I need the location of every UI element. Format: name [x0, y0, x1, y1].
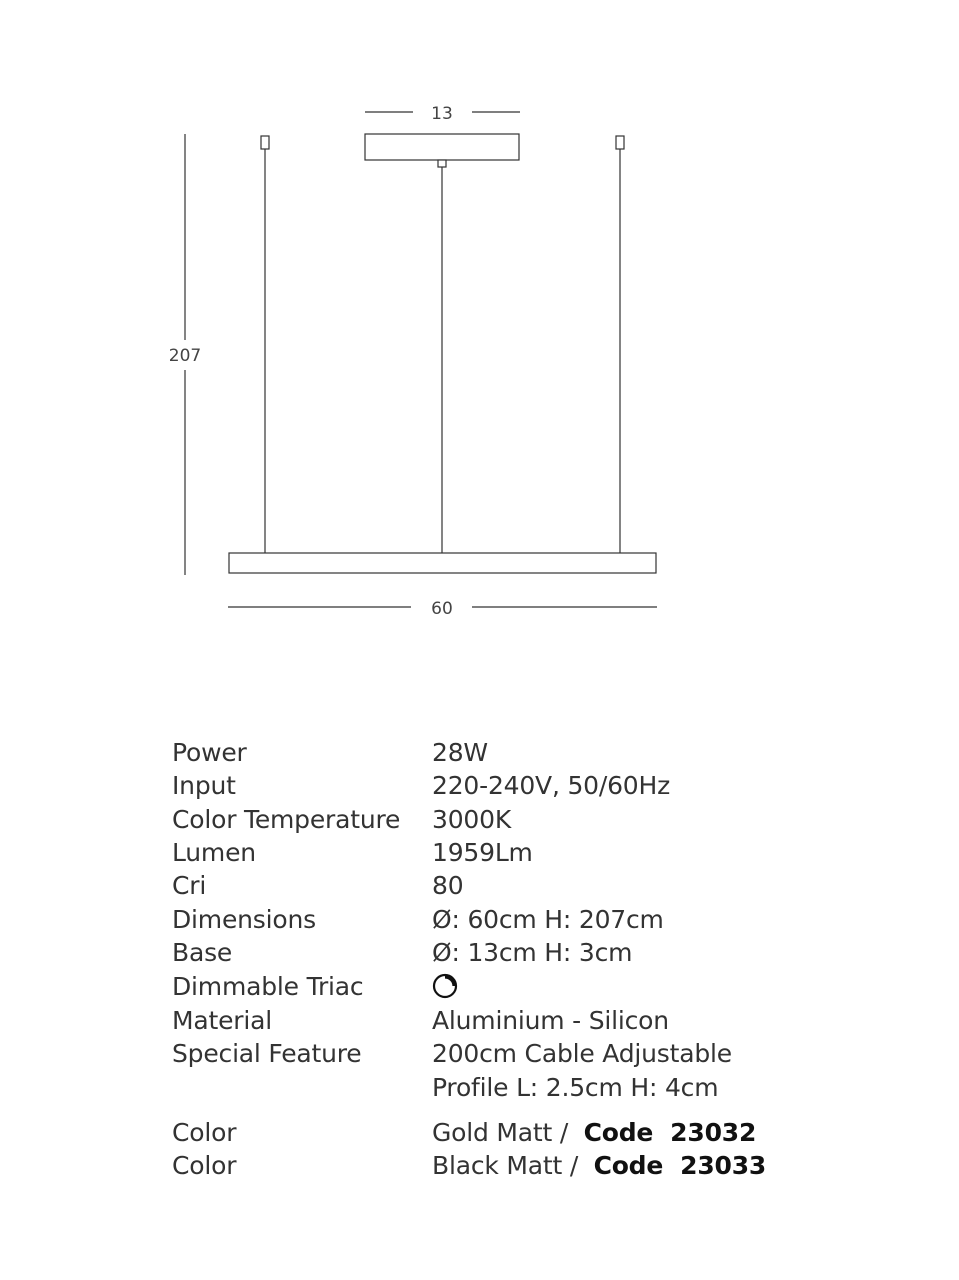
color-name: Black Matt [432, 1151, 563, 1180]
spec-label: Material [172, 1006, 272, 1035]
product-code: Code 23033 [593, 1151, 767, 1180]
spec-value: 220-240V, 50/60Hz [432, 771, 671, 800]
base-width-label: 13 [431, 104, 453, 124]
color-separator: / [562, 1151, 594, 1180]
spec-label: Lumen [172, 838, 256, 867]
diameter-symbol: Ø [432, 905, 452, 934]
spec-value: Aluminium - Silicon [432, 1006, 669, 1035]
right-cable-anchor [616, 136, 624, 149]
spec-value: 1959Lm [432, 838, 533, 867]
color-value [432, 1149, 766, 1183]
color-name: Gold Matt [432, 1118, 553, 1147]
spec-label: Base [172, 938, 233, 967]
spec-label: Power [172, 738, 247, 767]
product-code: Code 23032 [583, 1118, 757, 1147]
color-label: Color [172, 1118, 237, 1147]
height-label: 207 [168, 346, 202, 366]
base-value-text: : 13cm H: 3cm [451, 938, 633, 967]
diameter-symbol: Ø [432, 938, 452, 967]
spec-value [432, 970, 458, 1004]
spec-label: Special Feature [172, 1039, 362, 1068]
spec-value [432, 903, 664, 937]
spec-label: Cri [172, 871, 207, 900]
color-value [432, 1116, 756, 1150]
left-cable-anchor [261, 136, 269, 149]
spec-value: 200cm Cable Adjustable [432, 1039, 732, 1068]
spec-value: Profile L: 2.5cm H: 4cm [432, 1073, 719, 1102]
ceiling-base [365, 134, 519, 160]
spec-value [432, 936, 632, 970]
spec-value: 3000K [432, 805, 512, 834]
color-separator: / [552, 1118, 584, 1147]
ring-profile [229, 553, 656, 573]
dimmer-icon [432, 973, 458, 999]
ring-width-label: 60 [431, 599, 453, 619]
spec-value: 80 [432, 871, 464, 900]
spec-value: 28W [432, 738, 488, 767]
spec-label: Dimensions [172, 905, 316, 934]
dimensions-value-text: : 60cm H: 207cm [451, 905, 664, 934]
spec-label: Dimmable Triac [172, 972, 364, 1001]
center-cable-clamp [438, 160, 446, 167]
spec-label: Color Temperature [172, 805, 401, 834]
spec-label: Input [172, 771, 236, 800]
color-label: Color [172, 1151, 237, 1180]
